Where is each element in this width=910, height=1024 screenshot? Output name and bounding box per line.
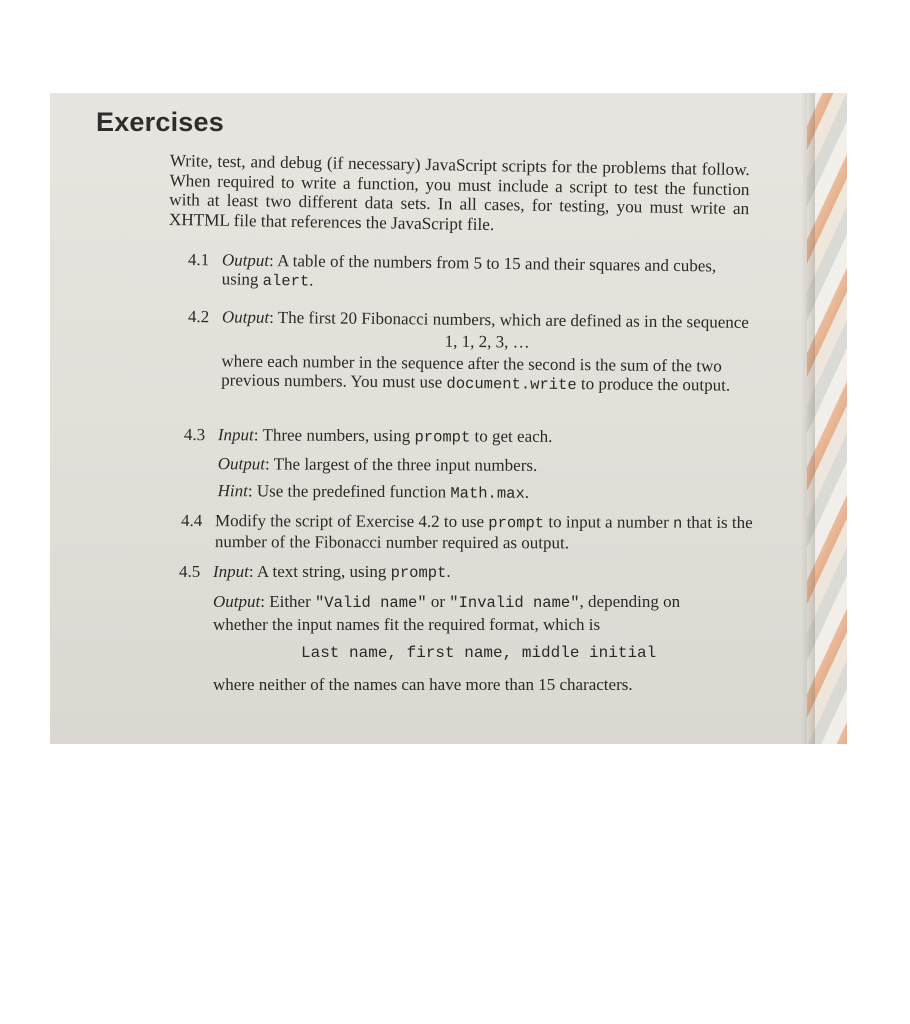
exercise-4-2 <box>187 307 753 403</box>
output-label: Output <box>221 307 270 327</box>
exercise-text-end: . <box>524 482 530 502</box>
exercise-text: : Three numbers, using <box>253 425 415 446</box>
code-n: n <box>673 514 683 533</box>
input-label: Input <box>217 425 254 445</box>
exercise-number: 4.5 <box>179 562 201 581</box>
exercise-text: or <box>426 592 450 611</box>
code-prompt: prompt <box>488 514 545 533</box>
exercise-number: 4.3 <box>183 424 206 445</box>
intro-paragraph: Write, test, and debug (if necessary) JavaScript scripts for the problems that follow. When required to write a function, you must include a script to test the function with at least two different data sets. In all cases, for testing, you must write an XHTML file that references the JavaScript file. <box>168 151 750 234</box>
code-alert: alert <box>262 271 310 291</box>
exercise-text: where each number in the sequence after the second is the sum of the two previous numbers. You must use <box>221 351 722 392</box>
name-format-line: Last name, first name, middle initial <box>301 644 657 662</box>
code-invalid-name: "Invalid name" <box>449 594 580 612</box>
exercise-4-3 <box>184 421 744 509</box>
book-page <box>50 93 815 744</box>
exercise-text: : Use the predefined function <box>247 481 451 502</box>
book-page-photo <box>50 93 847 744</box>
exercise-text-end: . <box>446 562 451 581</box>
code-math-max: Math.max <box>450 484 525 503</box>
exercise-text: : A table of the numbers from 5 to 15 and their squares and cubes, using <box>221 250 717 289</box>
exercise-text-end: that is the number of the Fibonacci number required as output. <box>214 512 753 553</box>
code-document-write: document.write <box>446 374 577 395</box>
exercise-text: Modify the script of Exercise 4.2 to use <box>214 511 489 532</box>
exercise-4-4 <box>181 511 753 559</box>
exercise-number: 4.4 <box>180 511 203 531</box>
exercise-4-5 <box>179 561 739 701</box>
output-label: Output <box>217 454 266 474</box>
code-prompt: prompt <box>414 428 471 447</box>
exercise-text-end: , depending on whether the input names fit the required format, which is <box>213 592 681 634</box>
fibonacci-sequence: 1, 1, 2, 3, … <box>444 331 530 352</box>
output-label: Output <box>213 592 261 611</box>
closing-text: where neither of the names can have more than 15 characters. <box>213 675 633 694</box>
exercise-text: : Either <box>260 592 315 611</box>
exercise-text: : A text string, using <box>248 562 391 581</box>
input-label: Input <box>213 562 249 581</box>
exercise-4-1 <box>187 250 748 303</box>
exercise-text: to input a number <box>544 512 674 532</box>
code-valid-name: "Valid name" <box>315 594 427 612</box>
exercise-text-end: to get each. <box>470 426 553 446</box>
section-heading: Exercises <box>96 107 224 137</box>
exercise-text-end: to produce the output. <box>576 374 731 395</box>
output-label: Output <box>221 250 270 270</box>
exercise-text: : The first 20 Fibonacci numbers, which are defined as in the sequence <box>269 307 750 332</box>
exercise-number: 4.1 <box>187 250 210 270</box>
exercise-text-end: . <box>309 270 314 290</box>
code-prompt: prompt <box>390 564 447 582</box>
hint-label: Hint <box>217 481 248 501</box>
exercise-number: 4.2 <box>187 307 210 327</box>
exercise-text: : The largest of the three input numbers. <box>264 454 538 475</box>
